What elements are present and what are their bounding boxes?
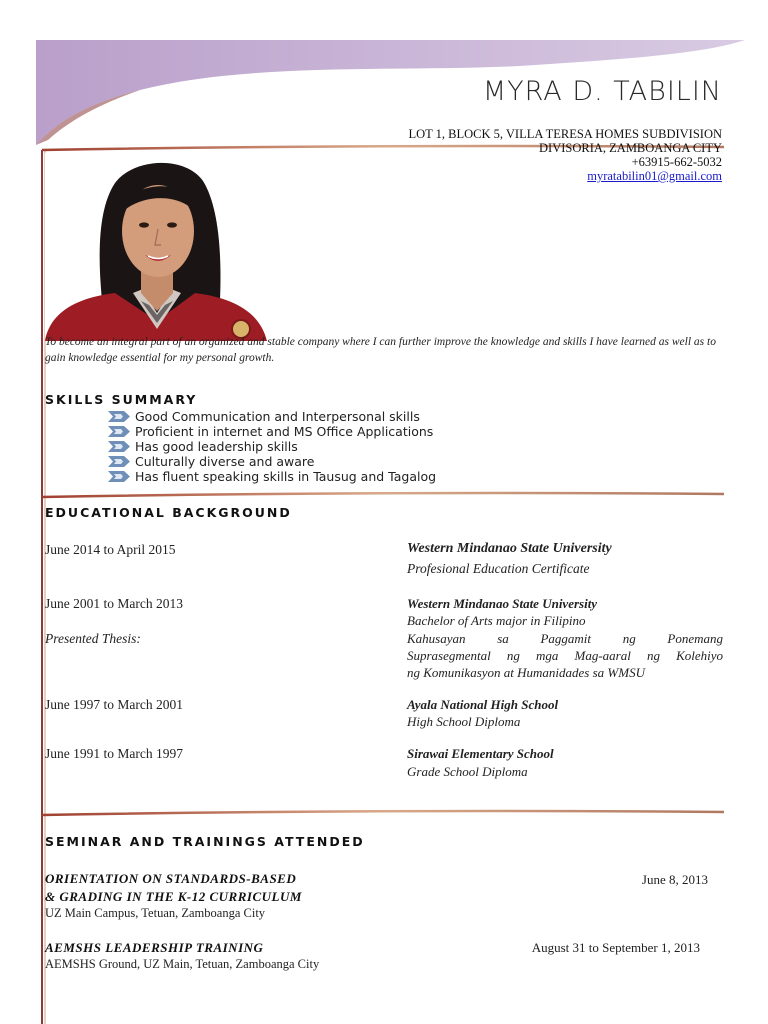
school-name: Sirawai Elementary School [407,746,554,761]
education-date: June 1991 to March 1997 [45,746,183,761]
thesis-label: Presented Thesis: [45,631,141,646]
education-date: June 2014 to April 2015 [45,542,176,557]
list-item: Has good leadership skills [108,439,436,454]
list-item: Good Communication and Interpersonal skills [108,409,436,424]
degree: Profesional Education Certificate [407,561,590,576]
arrow-bullet-icon [108,456,130,467]
thesis-title-line: ng Komunikasyon at Humanidades sa WMSU [407,665,645,680]
seminar-title-line: ORIENTATION ON STANDARDS-BASED [45,871,297,886]
arrow-bullet-icon [108,471,130,482]
school-name: Ayala National High School [407,697,559,712]
address-line-1: LOT 1, BLOCK 5, VILLA TERESA HOMES SUBDIVISION [408,127,722,141]
skills-list [108,409,436,484]
seminar-location: UZ Main Campus, Tetuan, Zamboanga City [45,906,266,920]
arrow-bullet-icon [108,441,130,452]
arrow-bullet-icon [108,426,130,437]
seminars-heading: SEMINAR AND TRAININGS ATTENDED [45,834,365,849]
career-objective: To become an integral part of an organized and stable company where I can further improve the knowledge and skills I have learned as well as to gain knowledge essential for my personal growth. [45,336,716,364]
list-item: Proficient in internet and MS Office Applications [108,424,436,439]
address-line-2: DIVISORIA, ZAMBOANGA CITY [539,141,722,155]
skills-heading: SKILLS SUMMARY [45,392,198,407]
seminar-title-line: & GRADING IN THE K-12 CURRICULUM [45,889,302,904]
phone-number: +63915-662-5032 [631,155,722,169]
email-link[interactable]: myratabilin01@gmail.com [587,169,722,183]
seminar-title-line: AEMSHS LEADERSHIP TRAINING [45,940,264,955]
education-heading: EDUCATIONAL BACKGROUND [45,505,292,520]
profile-photo [45,153,267,341]
school-name: Western Mindanao State University [407,596,598,611]
seminar-location: AEMSHS Ground, UZ Main, Tetuan, Zamboanga City [45,957,320,971]
school-name: Western Mindanao State University [407,541,612,556]
list-item: Culturally diverse and aware [108,454,436,469]
arrow-bullet-icon [108,411,130,422]
thesis-title-line: Suprasegmental ng mga Mag-aaral ng Kolehiyo [407,648,723,663]
list-item: Has fluent speaking skills in Tausug and Tagalog [108,469,436,484]
degree: Grade School Diploma [407,764,528,779]
education-date: June 2001 to March 2013 [45,596,183,611]
seminar-date: June 8, 2013 [641,872,708,887]
seminar-date: August 31 to September 1, 2013 [531,940,700,955]
education-date: June 1997 to March 2001 [45,697,183,712]
degree: High School Diploma [407,714,521,729]
degree: Bachelor of Arts major in Filipino [407,613,586,628]
resume-name: MYRA D. TABILIN [482,76,722,107]
thesis-title-line: Kahusayan sa Paggamit ng Ponemang [407,631,723,646]
